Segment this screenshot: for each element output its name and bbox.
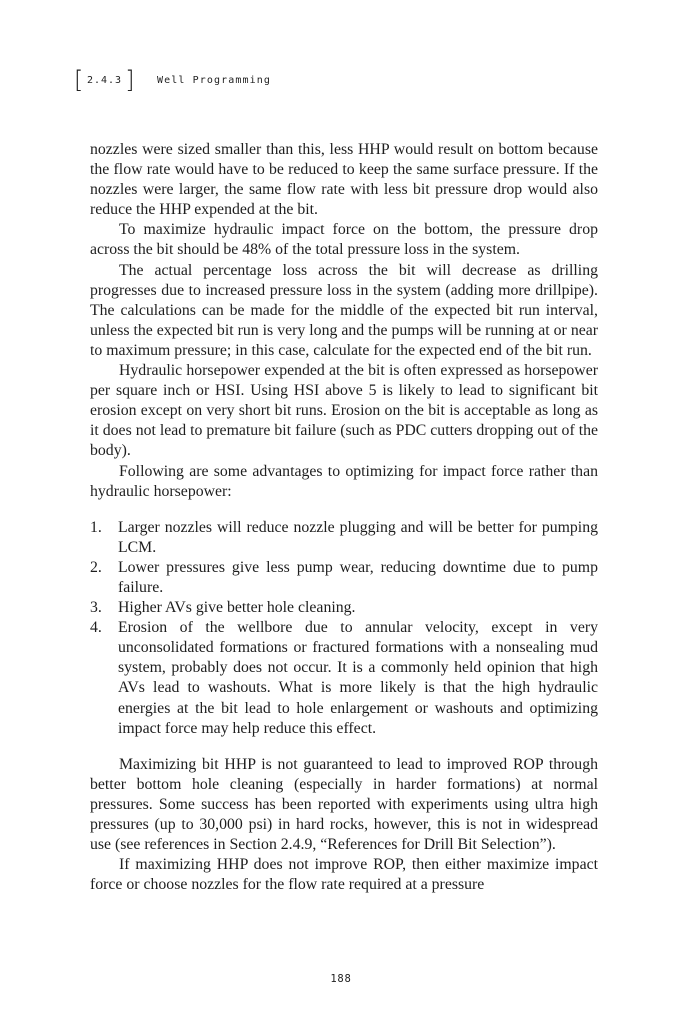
paragraph: If maximizing HHP does not improve ROP, then either maximize impact force or choose nozzles for the flow rate required at a pressure [90, 856, 598, 894]
list-item-text: Lower pressures give less pump wear, reducing downtime due to pump failure. [118, 558, 598, 596]
header-section-number: 2.4.3 [86, 74, 123, 86]
list-item [90, 558, 598, 598]
numbered-list [90, 518, 598, 739]
list-item-number: 3. [90, 599, 102, 617]
list-item-number: 4. [90, 619, 102, 637]
list-item [90, 598, 598, 618]
paragraph: Following are some advantages to optimizing for impact force rather than hydraulic horsepower: [90, 462, 598, 500]
list-item-text: Larger nozzles will reduce nozzle plugging and will be better for pumping LCM. [118, 518, 598, 556]
paragraph: nozzles were sized smaller than this, less HHP would result on bottom because the flow rate would have to be reduced to keep the same surface pressure. If the nozzles were larger, the same flow rate with less bit pressure drop would also reduce the HHP expended at the bit. [90, 141, 598, 219]
list-item-number: 2. [90, 558, 102, 576]
spacer [90, 739, 598, 755]
list-item [90, 518, 598, 558]
paragraph: The actual percentage loss across the bit will decrease as drilling progresses due to increased pressure loss in the system (adding more drillpipe). The calculations can be made for the middle of the expected bit run interval, unless the expected bit run is very long and the pumps will be running at or near to maximum pressure; in this case, calculate for the expected end of the bit run. [90, 261, 598, 359]
list-item-text: Erosion of the wellbore due to annular velocity, except in very unconsolidated formations or fractured formations with a nonsealing mud system, probably does not occur. It is a commonly held opinion that high AVs lead to washouts. What is more likely is that the high hydraulic energies at the bit lead to hole enlargement or washouts and optimizing impact force may help reduce this effect. [118, 619, 598, 737]
paragraph: To maximize hydraulic impact force on the bottom, the pressure drop across the bit should be 48% of the total pressure loss in the system. [90, 221, 598, 259]
paragraph: Hydraulic horsepower expended at the bit is often expressed as horsepower per square inch or HSI. Using HSI above 5 is likely to lead to significant bit erosion except on very short bit runs. Erosion on the bit is acceptable as long as it does not lead to premature bit failure (such as PDC cutters dropping out of the body). [90, 362, 598, 460]
spacer [90, 502, 598, 518]
list-item-text: Higher AVs give better hole cleaning. [118, 599, 356, 617]
paragraph: Maximizing bit HHP is not guaranteed to lead to improved ROP through better bottom hole cleaning (especially in harder formations) at normal pressures. Some success has been reported with experiments using ultra high pressures (up to 30,000 psi) in hard rocks, however, this is not in widespread use (see references in Section 2.4.9, “References for Drill Bit Selection”). [90, 755, 598, 854]
page-number: 188 [330, 973, 352, 985]
list-item-number: 1. [90, 518, 102, 536]
header-bracket-open: [ [74, 66, 84, 94]
header-title: Well Programming [157, 74, 271, 86]
header-bracket-close: ] [125, 66, 136, 94]
running-header [74, 66, 271, 94]
list-item [90, 618, 598, 739]
body-text [90, 140, 598, 895]
